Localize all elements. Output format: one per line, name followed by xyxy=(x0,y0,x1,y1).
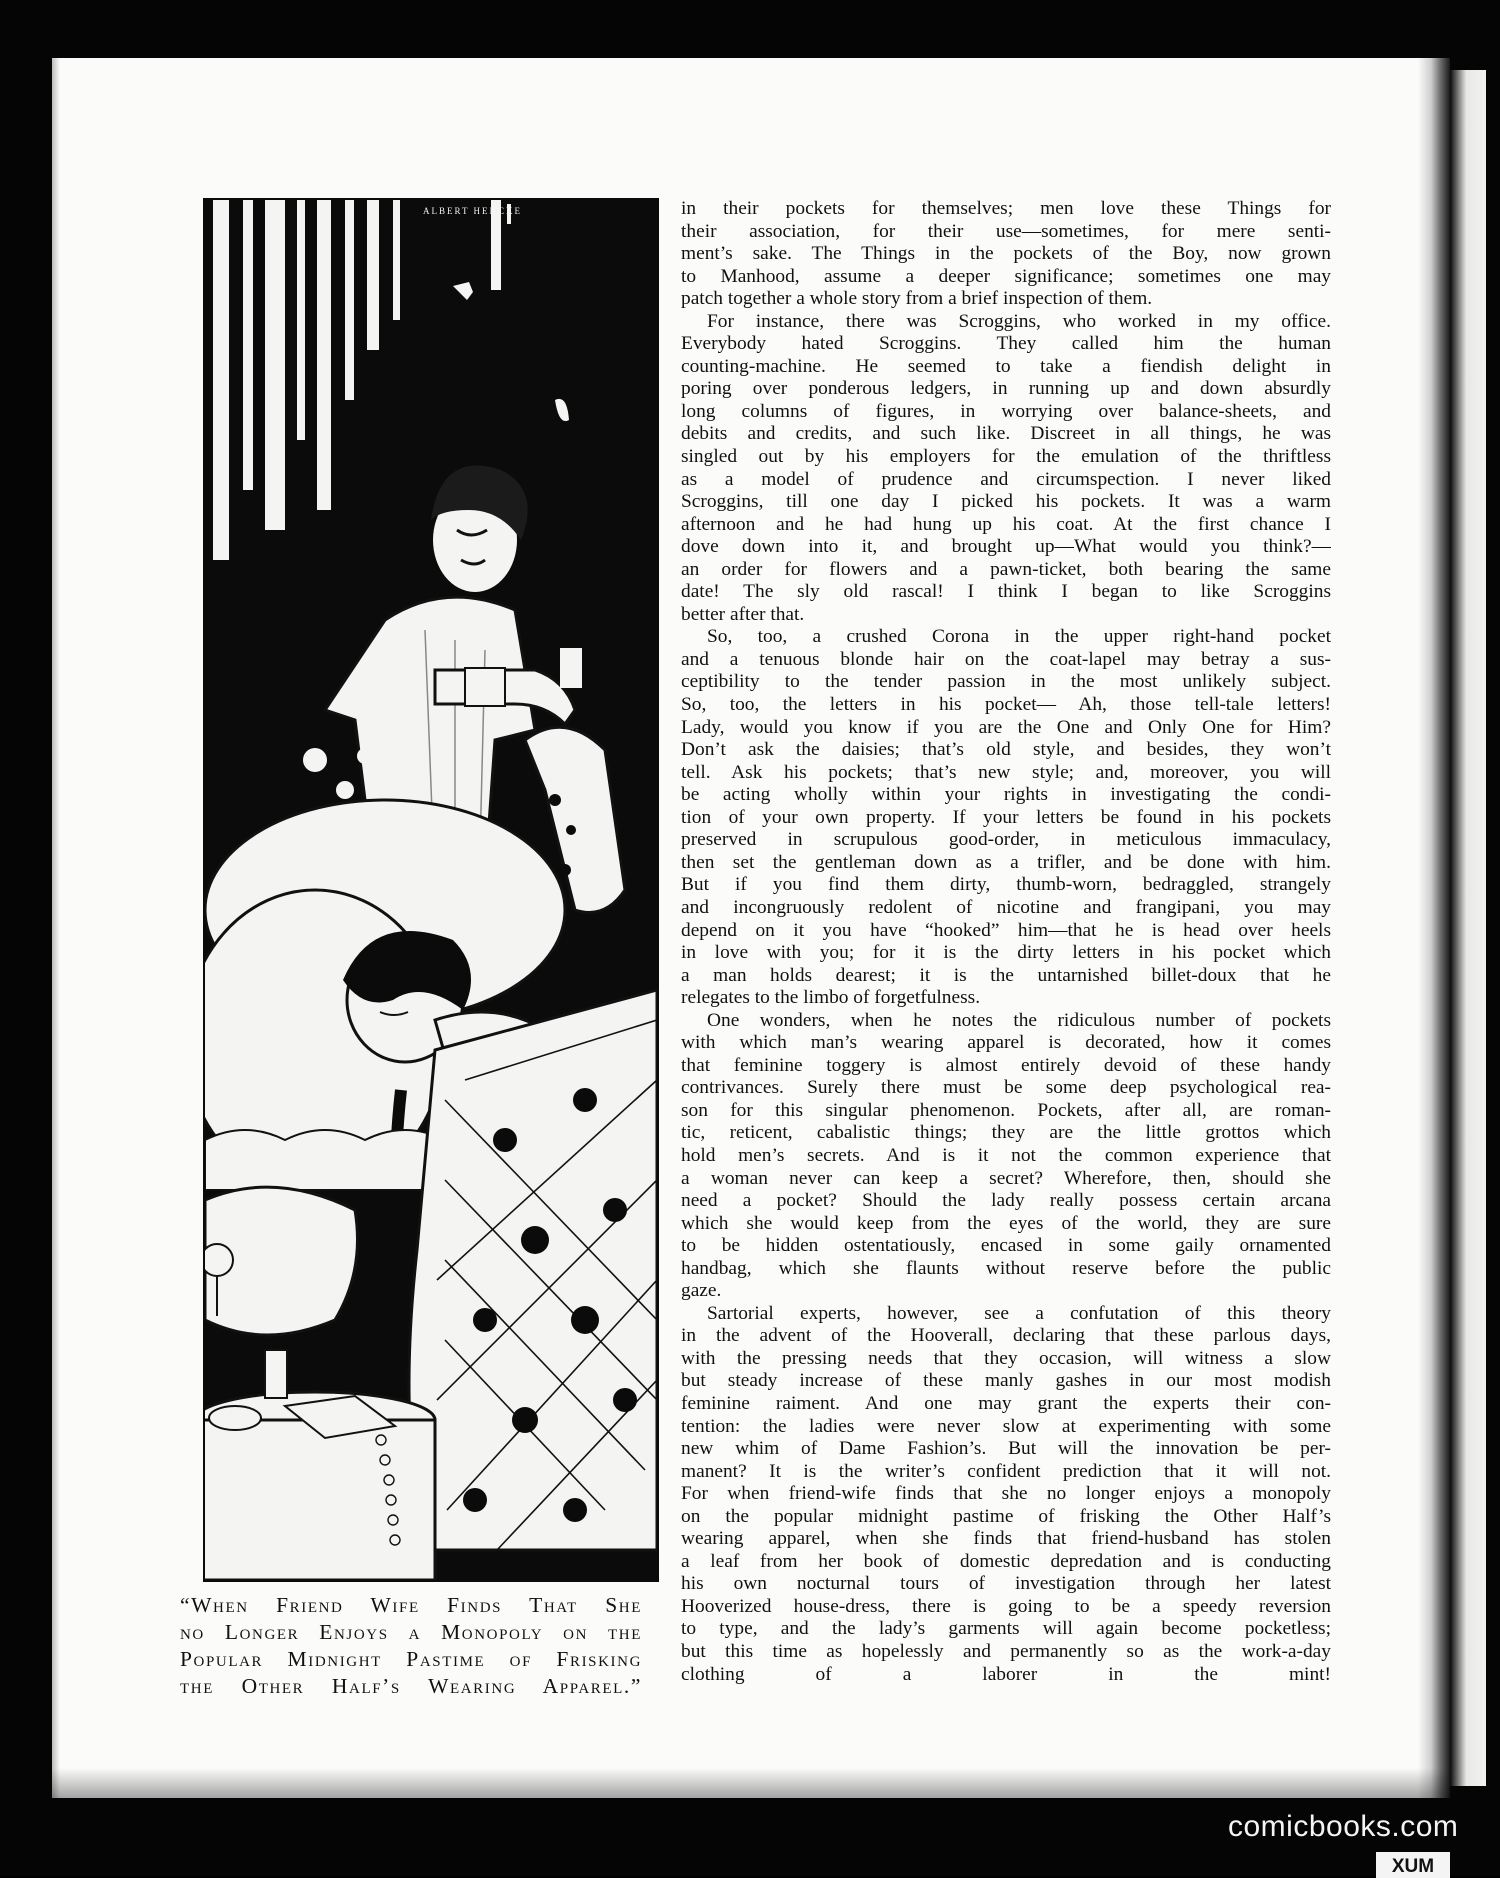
article-line: long columns of figures, in worrying over balance-sheets, and xyxy=(681,400,1331,422)
article-body xyxy=(681,198,1331,1686)
article-line: to Manhood, assume a deeper significance; sometimes one may xyxy=(681,265,1331,287)
artist-signature: ALBERT HENCKE xyxy=(423,206,523,216)
article-line: poring over ponderous ledgers, in running up and down absurdly xyxy=(681,378,1331,400)
article-line: For when friend-wife finds that she no longer enjoys a monopoly xyxy=(681,1483,1331,1505)
watermark: comicbooks.com xyxy=(1228,1810,1459,1843)
article-line: Sartorial experts, however, see a confutation of this theory xyxy=(707,1302,1331,1324)
article-line: So, too, the letters in his pocket— Ah, those tell-tale letters! xyxy=(681,694,1331,716)
article-line: then set the gentleman down as a trifler, and be done with him. xyxy=(681,851,1331,873)
article-line: son for this singular phenomenon. Pockets, after all, are roman- xyxy=(681,1099,1331,1121)
article-line: with which man’s wearing apparel is decorated, how it comes xyxy=(681,1032,1331,1054)
article-line: wearing apparel, when she finds that friend-husband has stolen xyxy=(681,1528,1331,1550)
page-bottom-shadow xyxy=(52,1768,1450,1798)
article-line: counting-machine. He seemed to take a fiendish delight in xyxy=(681,355,1331,377)
article-line: a man holds dearest; it is the untarnished billet-doux that he xyxy=(681,964,1331,986)
article-line: patch together a whole story from a brief inspection of them. xyxy=(681,288,1153,310)
article-line: but steady increase of these manly gashes in our most modish xyxy=(681,1370,1331,1392)
article-line: relegates to the limbo of forgetfulness. xyxy=(681,987,981,1009)
article-line: tic, reticent, cabalistic things; they are the little grottos which xyxy=(681,1122,1331,1144)
article-line: Hooverized house-dress, there is going to be a speedy reversion xyxy=(681,1595,1331,1617)
article-line: gaze. xyxy=(681,1280,722,1302)
article-line: Don’t ask the daisies; that’s old style, and besides, they won’t xyxy=(681,739,1331,761)
article-line: But if you find them dirty, thumb-worn, bedraggled, strangely xyxy=(681,874,1331,896)
article-line: to type, and the lady’s garments will again become pocketless; xyxy=(681,1618,1331,1640)
article-line: his own nocturnal tours of investigation through her latest xyxy=(681,1573,1331,1595)
article-line: contrivances. Surely there must be some deep psychological rea- xyxy=(681,1077,1331,1099)
article-line: need a pocket? Should the lady really possess certain arcana xyxy=(681,1190,1331,1212)
article-line: a woman never can keep a secret? Wherefore, then, should she xyxy=(681,1167,1331,1189)
article-line: preserved in scrupulous good-order, in meticulous immaculacy, xyxy=(681,829,1331,851)
article-line: in love with you; for it is the dirty letters in his pocket which xyxy=(681,942,1331,964)
article-line: but this time as hopelessly and permanently so as the work-a-day xyxy=(681,1641,1331,1662)
article-line: manent? It is the writer’s confident prediction that it will not. xyxy=(681,1460,1331,1482)
article-line: feminine raiment. And one may grant the experts their con- xyxy=(681,1392,1331,1414)
article-line: their association, for their use—sometimes, for mere senti- xyxy=(681,220,1331,242)
article-line: be acting wholly within your rights in investigating the condi- xyxy=(681,784,1331,806)
article-line: that feminine toggery is almost entirely devoid of these handy xyxy=(681,1054,1331,1076)
article-line: ceptibility to the tender passion in the most unlikely subject. xyxy=(681,671,1331,693)
article-line: as a model of prudence and circumspection. I never liked xyxy=(681,468,1331,490)
caption-line: Popular Midnight Pastime of Frisking xyxy=(180,1647,642,1671)
caption-line: “When Friend Wife Finds That She xyxy=(180,1593,642,1617)
article-line: to be hidden ostentatiously, encased in some gaily ornamented xyxy=(681,1235,1331,1257)
article-line: handbag, which she flaunts without reserve before the public xyxy=(681,1257,1331,1279)
article-line: and a tenuous blonde hair on the coat-lapel may betray a sus- xyxy=(681,648,1331,670)
article-line: Lady, would you know if you are the One and Only One for Him? xyxy=(681,716,1331,738)
article-line: new whim of Dame Fashion’s. But will the innovation be per- xyxy=(681,1438,1331,1460)
illustration-drawing xyxy=(205,200,657,1580)
caption-line: no Longer Enjoys a Monopoly on the xyxy=(180,1620,642,1644)
article-line: an order for flowers and a pawn-ticket, both bearing the same xyxy=(681,558,1331,580)
article-line: Scroggins, till one day I picked his pockets. It was a warm xyxy=(681,491,1331,513)
page-left-edge xyxy=(52,58,60,1798)
article-line: on the popular midnight pastime of frisking the Other Half’s xyxy=(681,1505,1331,1527)
article-line: Everybody hated Scroggins. They called him the human xyxy=(681,333,1331,355)
article-line: and incongruously redolent of nicotine and frangipani, you may xyxy=(681,896,1331,918)
article-line: hold men’s secrets. And is it not the common experience that xyxy=(681,1144,1331,1166)
article-line: clothing of a laborer in the mint! xyxy=(681,1663,1331,1685)
article-line: with the pressing needs that they occasion, will witness a slow xyxy=(681,1347,1331,1369)
article-line: depend on it you have “hooked” him—that he is head over heels xyxy=(681,919,1331,941)
article-line: So, too, a crushed Corona in the upper right-hand pocket xyxy=(707,626,1331,648)
corner-tag: XUM xyxy=(1376,1852,1450,1878)
article-line: One wonders, when he notes the ridiculous number of pockets xyxy=(707,1009,1331,1031)
caption-line: the Other Half’s Wearing Apparel.” xyxy=(180,1674,642,1698)
article-line: tention: the ladies were never slow at experimenting with some xyxy=(681,1415,1331,1437)
article-line: tell. Ask his pockets; that’s new style; and, moreover, you will xyxy=(681,761,1331,783)
article-line: singled out by his employers for the emulation of the thriftless xyxy=(681,446,1331,468)
article-line: in the advent of the Hooverall, declaring that these parlous days, xyxy=(681,1325,1331,1347)
article-line: better after that. xyxy=(681,603,805,625)
article-line: afternoon and he had hung up his coat. At the first chance I xyxy=(681,513,1331,535)
article-line: dove down into it, and brought up—What would you think?— xyxy=(681,536,1331,558)
article-line: in their pockets for themselves; men love these Things for xyxy=(681,198,1331,219)
page-gutter-shadow xyxy=(1418,58,1450,1798)
article-line: tion of your own property. If your letters be found in his pockets xyxy=(681,806,1331,828)
article-line: For instance, there was Scroggins, who worked in my office. xyxy=(707,310,1331,332)
article-line: debits and credits, and such like. Discreet in all things, he was xyxy=(681,423,1331,445)
facing-page-edge xyxy=(1450,70,1486,1786)
article-line: a leaf from her book of domestic depredation and is conducting xyxy=(681,1550,1331,1572)
article-line: ment’s sake. The Things in the pockets of the Boy, now grown xyxy=(681,243,1331,265)
illustration xyxy=(203,198,659,1582)
article-line: which she would keep from the eyes of the world, they are sure xyxy=(681,1212,1331,1234)
illustration-caption xyxy=(180,1592,642,1700)
article-line: date! The sly old rascal! I think I began to like Scroggins xyxy=(681,581,1331,603)
